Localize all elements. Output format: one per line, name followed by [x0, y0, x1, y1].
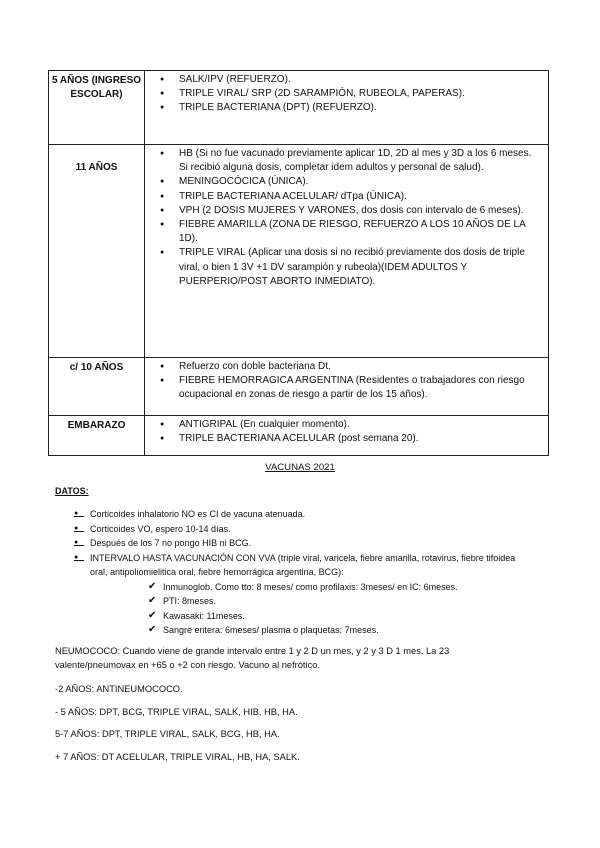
list-item-text: Después de los 7 no pongo HIB ni BCG. [90, 538, 252, 548]
list-item: ● TRIPLE BACTERIANA ACELULAR (post semana 20). [179, 432, 542, 446]
list-item-text: Inmunoglob. Como tto: 8 meses/ como profilaxis: 3meses/ en IC: 6meses. [163, 581, 458, 592]
age-cell [49, 145, 145, 358]
age-cell [49, 358, 145, 416]
check-icon: ✔ [148, 609, 157, 621]
section-title: VACUNAS 2021 [265, 462, 335, 473]
list-item-text: INTERVALO HASTA VACUNACIÓN CON VVA (triple viral, varicela, fiebre amarilla, rotavirus, fiebre tifoidea oral, antipoliomielitica oral, fiebre hemorrágica argentina, BCG): [90, 552, 516, 577]
check-icon: ✔ [148, 595, 157, 606]
bullet-icon: ● [74, 553, 79, 561]
list-item [148, 594, 534, 609]
list-item: ● TRIPLE BACTERIANA ACELULAR/ dTpa (ÚNICA). [179, 190, 542, 204]
vaccine-list [145, 358, 548, 407]
age-label: c/ 10 AÑOS [69, 362, 124, 373]
age-group-under-5: - 5 AÑOS: DPT, BCG, TRIPLE VIRAL, SALK, HIB, HB, HA. [55, 707, 298, 717]
list-item-text: Corticoides inhalatorio NO es CI de vacuna atenuada. [90, 509, 306, 519]
vaccine-list [145, 71, 548, 120]
list-item: ● TRIPLE VIRAL/ SRP (2D SARAMPIÓN, RUBEOLA, PAPERAS). [179, 87, 542, 101]
list-item: ● TRIPLE BACTERIANA (DPT) (REFUERZO). [179, 101, 542, 115]
list-item: ● MENINGOCÓCICA (ÚNICA). [179, 175, 542, 189]
datos-list [74, 507, 534, 638]
list-item: ● HB (Si no fue vacunado previamente aplicar 1D, 2D al mes y 3D a los 6 meses. Si recibió alguna dosis, completar idem adultos y personal de salud). [179, 147, 542, 175]
list-item: ● FIEBRE HEMORRAGICA ARGENTINA (Residentes o trabajadores con riesgo ocupacional en zonas de riesgo a partir de los 15 años). [179, 374, 542, 402]
vaccines-cell [145, 71, 549, 145]
list-item [74, 522, 534, 537]
list-item-text: Sangre entera: 6meses/ plasma o plaquetas: 7meses. [163, 625, 379, 635]
list-item [148, 623, 534, 638]
vaccine-list [145, 416, 548, 450]
age-group-5-7: 5-7 AÑOS: DPT, TRIPLE VIRAL, SALK, BCG, HB, HA. [55, 729, 280, 739]
age-label: EMBARAZO [67, 420, 126, 431]
list-item: ● FIEBRE AMARILLA (ZONA DE RIESGO, REFUERZO A LOS 10 AÑOS DE LA 1D). [179, 218, 542, 246]
table-row [49, 71, 549, 145]
vaccines-cell [145, 358, 549, 416]
check-icon: ✔ [148, 624, 157, 635]
age-label: 5 AÑOS (INGRESO ESCOLAR) [51, 75, 142, 100]
list-item-text: Corticoides VO, espero 10-14 días. [90, 523, 231, 534]
vaccine-schedule-table [48, 70, 549, 456]
table-row [49, 358, 549, 416]
vaccine-list [145, 145, 548, 293]
datos-heading: DATOS: [55, 486, 89, 496]
age-cell [49, 71, 145, 145]
check-icon: ✔ [148, 580, 157, 592]
bullet-icon: ● [74, 539, 79, 546]
neumococo-paragraph: NEUMOCOCO: Cuando viene de grande intervalo entre 1 y 2 D un mes, y 2 y 3 D 1 mes. La 23 valente/pneumovax en +65 o +2 con riesgo. Vacuno al nefrótico. [55, 646, 450, 670]
interval-sublist [90, 580, 534, 638]
bullet-icon: ● [74, 524, 79, 532]
vaccines-cell [145, 416, 549, 456]
list-item [74, 507, 534, 522]
list-item [148, 609, 534, 624]
list-item: ● Refuerzo con doble bacteriana Dt. [179, 360, 542, 374]
list-item: ● TRIPLE VIRAL (Aplicar una dosis si no recibió previamente dos dosis de triple viral, o bien 1 3V +1 DV sarampión y rubeola)(IDEM ADULTOS Y PUERPERIO/POST ABORTO INMEDIATO). [179, 246, 542, 289]
bullet-icon: ● [74, 510, 79, 517]
age-group-under-2: -2 AÑOS: ANTINEUMOCOCO. [55, 684, 183, 694]
list-item: ● ANTIGRIPAL (En cualquier momento). [179, 418, 542, 432]
age-label: 11 AÑOS [75, 162, 118, 173]
list-item: ● SALK/IPV (REFUERZO). [179, 73, 542, 87]
list-item-text: PTI: 8meses. [163, 596, 217, 606]
age-cell [49, 416, 145, 456]
list-item [148, 580, 534, 595]
table-row [49, 416, 549, 456]
list-item [74, 551, 534, 638]
list-item [74, 536, 534, 551]
table-row [49, 145, 549, 358]
list-item-text: Kawasaki: 11meses. [163, 610, 245, 621]
age-group-over-7: + 7 AÑOS: DT ACELULAR, TRIPLE VIRAL, HB, HA, SALK. [55, 752, 300, 762]
vaccines-cell [145, 145, 549, 358]
list-item: ● VPH (2 DOSIS MUJERES Y VARONES, dos dosis con intervalo de 6 meses). [179, 204, 542, 218]
